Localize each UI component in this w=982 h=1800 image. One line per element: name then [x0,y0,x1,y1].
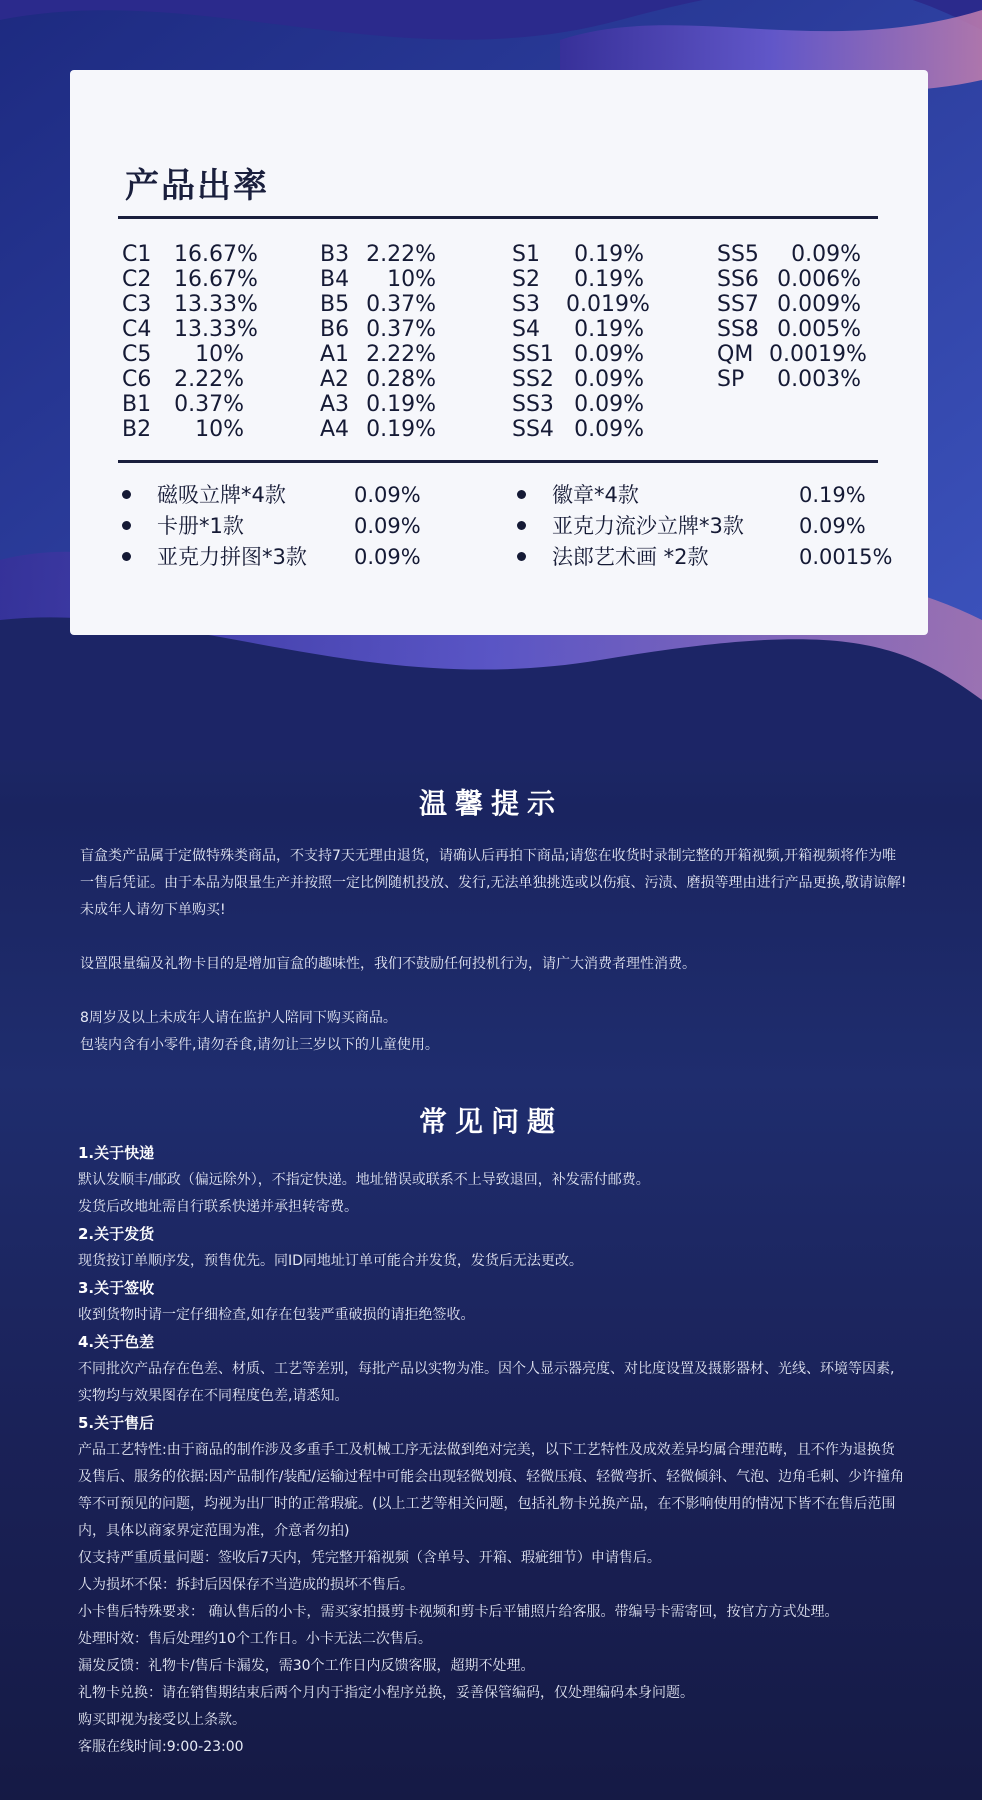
rate-code: B5 [320,292,350,317]
rate-row [320,417,436,442]
tips-paragraph: 8周岁及以上未成年人请在监护人陪同下购买商品。 [80,1010,397,1026]
rate-row [512,342,644,367]
rate-column-3 [512,242,650,442]
rate-code: C3 [122,292,152,317]
faq-title: 常见问题 [418,1105,563,1138]
faq-line: 礼物卡兑换：请在销售期结束后两个月内于指定小程序兑换，妥善保管编码，仅处理编码本身问题。 [78,1685,694,1701]
product-rate-card [70,70,928,635]
merch-row [122,511,482,542]
rate-code: C2 [122,267,152,292]
rate-column-1 [122,242,258,442]
rate-row [717,367,861,392]
merch-rate: 0.09% [354,483,421,507]
merch-row [517,542,897,573]
rate-row [122,317,258,342]
rate-code: C6 [122,367,152,392]
rate-row [320,242,436,267]
rate-row [512,367,644,392]
faq-line: 发货后改地址需自行联系快递并承担转寄费。 [78,1199,358,1215]
rate-code: SS7 [717,292,759,317]
bullet-icon [122,490,131,499]
tips-paragraph: 设置限量编及礼物卡目的是增加盲盒的趣味性，我们不鼓励任何投机行为，请广大消费者理性消费。 [80,956,696,972]
bullet-icon [517,552,526,561]
rate-value: 0.09% [574,392,644,417]
rate-code: S1 [512,242,540,267]
faq-line: 客服在线时间:9:00-23:00 [78,1739,244,1755]
faq-heading: 1.关于快递 [78,1144,155,1162]
rate-value: 0.003% [777,367,861,392]
rule-middle [118,460,878,463]
rate-code: S2 [512,267,540,292]
rate-value: 0.19% [574,267,644,292]
merch-rate: 0.09% [354,514,421,538]
merch-label: 法郎艺术画 *2款 [552,545,709,569]
rate-value: 0.37% [366,317,436,342]
rate-code: SS1 [512,342,554,367]
merch-row [517,511,897,542]
faq-line: 仅支持严重质量问题：签收后7天内，凭完整开箱视频（含单号、开箱、瑕疵细节）申请售后。 [78,1550,661,1566]
rate-row [122,242,258,267]
faq-heading: 4.关于色差 [78,1333,155,1351]
rate-code: SS4 [512,417,554,442]
rate-code: A3 [320,392,350,417]
faq-body [78,1140,908,1761]
rate-row [717,292,861,317]
rate-value: 0.0019% [769,342,867,367]
rate-value: 16.67% [174,267,258,292]
rate-value: 0.009% [777,292,861,317]
rate-value: 13.33% [174,317,258,342]
rate-value: 0.006% [777,267,861,292]
tips-title: 温馨提示 [418,787,563,820]
faq-line: 收到货物时请一定仔细检查,如存在包装严重破损的请拒绝签收。 [78,1307,475,1323]
rate-value: 0.19% [366,417,436,442]
rate-value: 0.19% [366,392,436,417]
faq-line: 默认发顺丰/邮政（偏远除外），不指定快递。地址错误或联系不上导致退回，补发需付邮费。 [78,1172,650,1188]
rate-row [320,342,436,367]
merch-label: 卡册*1款 [157,514,244,538]
rate-code: A4 [320,417,350,442]
rate-code: A2 [320,367,350,392]
rate-code: B1 [122,392,152,417]
rate-code: A1 [320,342,350,367]
faq-heading: 3.关于签收 [78,1279,155,1297]
faq-line: 处理时效：售后处理约10个工作日。小卡无法二次售后。 [78,1631,432,1647]
merch-rate: 0.09% [354,545,421,569]
rate-row [122,267,258,292]
rate-value: 10% [195,417,244,442]
rate-row [320,392,436,417]
tips-body [80,843,910,1059]
rate-row [717,342,867,367]
rate-code: S3 [512,292,540,317]
rate-value: 0.09% [791,242,861,267]
merch-column-1 [122,480,482,573]
rate-value: 0.09% [574,342,644,367]
bullet-icon [517,521,526,530]
rate-column-2 [320,242,436,442]
rate-code: B2 [122,417,152,442]
rate-row [512,317,644,342]
faq-heading: 5.关于售后 [78,1414,155,1432]
faq-line: 不同批次产品存在色差、材质、工艺等差别，每批产品以实物为准。因个人显示器亮度、对比度设置及摄影器材、光线、环境等因素,实物均与效果图存在不同程度色差,请悉知。 [78,1361,895,1404]
rate-code: B6 [320,317,350,342]
rate-row [320,317,436,342]
rate-row [320,267,436,292]
rate-value: 0.09% [574,367,644,392]
rate-value: 0.019% [566,292,650,317]
rate-value: 10% [195,342,244,367]
faq-line: 现货按订单顺序发，预售优先。同ID同地址订单可能合并发货，发货后无法更改。 [78,1253,583,1269]
rate-code: B4 [320,267,350,292]
bullet-icon [517,490,526,499]
rate-value: 16.67% [174,242,258,267]
rate-row [320,292,436,317]
rate-value: 2.22% [174,367,244,392]
rate-value: 0.37% [366,292,436,317]
tips-paragraph: 包装内含有小零件,请勿吞食,请勿让三岁以下的儿童使用。 [80,1037,439,1053]
merch-column-2 [517,480,897,573]
rate-row [717,317,861,342]
rule-top [118,216,878,219]
merch-label: 徽章*4款 [552,483,639,507]
bullet-icon [122,521,131,530]
rate-code: S4 [512,317,540,342]
rate-value: 2.22% [366,242,436,267]
rate-value: 0.37% [174,392,244,417]
rate-row [512,392,644,417]
rate-row [122,417,244,442]
rate-value: 0.28% [366,367,436,392]
rate-code: SP [717,367,745,392]
rate-row [122,392,244,417]
merch-rate: 0.09% [799,514,866,538]
rate-row [717,242,861,267]
rate-code: SS8 [717,317,759,342]
rate-code: SS6 [717,267,759,292]
merch-label: 磁吸立牌*4款 [157,483,286,507]
merch-row [122,542,482,573]
merch-row [517,480,897,511]
rate-row [320,367,436,392]
merch-label: 亚克力拼图*3款 [157,545,307,569]
rate-code: SS5 [717,242,759,267]
rate-row [512,417,644,442]
rate-code: SS2 [512,367,554,392]
faq-line: 购买即视为接受以上条款。 [78,1712,246,1728]
rate-row [122,342,244,367]
rate-value: 13.33% [174,292,258,317]
rate-row [122,367,244,392]
faq-line: 漏发反馈：礼物卡/售后卡漏发，需30个工作日内反馈客服，超期不处理。 [78,1658,535,1674]
rates-title: 产品出率 [125,166,269,206]
rate-value: 0.09% [574,417,644,442]
faq-line: 人为损坏不保：拆封后因保存不当造成的损坏不售后。 [78,1577,414,1593]
rate-code: SS3 [512,392,554,417]
rate-code: QM [717,342,754,367]
rate-code: C5 [122,342,152,367]
rate-code: C1 [122,242,152,267]
bullet-icon [122,552,131,561]
rate-column-4 [717,242,867,392]
rate-row [717,267,861,292]
rate-row [512,292,650,317]
rate-value: 0.19% [574,317,644,342]
rate-row [512,267,644,292]
faq-line: 产品工艺特性:由于商品的制作涉及多重手工及机械工序无法做到绝对完美，以下工艺特性及成效差异均属合理范畴，且不作为退换货及售后、服务的依据:因产品制作/装配/运输过程中可能会出现轻微划痕、轻微压痕、轻微弯折、轻微倾斜、气泡、边角毛刺、少许撞角等不可预见的问题，均视为出厂时的正常瑕疵。(以上工艺等相关问题，包括礼物卡兑换产品，在不影响使用的情况下皆不在售后范围内，具体以商家界定范围为准，介意者勿拍) [78,1442,905,1539]
merch-rate: 0.0015% [799,545,893,569]
merch-label: 亚克力流沙立牌*3款 [552,514,744,538]
rate-code: C4 [122,317,152,342]
tips-paragraph: 盲盒类产品属于定做特殊类商品，不支持7天无理由退货，请确认后再拍下商品;请您在收货时录制完整的开箱视频,开箱视频将作为唯一售后凭证。由于本品为限量生产并按照一定比例随机投放、发行,无法单独挑选或以伤痕、污渍、磨损等理由进行产品更换,敬请谅解!未成年人请勿下单购买! [80,848,907,918]
merch-row [122,480,482,511]
faq-line: 小卡售后特殊要求： 确认售后的小卡，需买家拍摄剪卡视频和剪卡后平铺照片给客服。带编号卡需寄回，按官方方式处理。 [78,1604,839,1620]
rate-row [512,242,644,267]
rate-row [122,292,258,317]
rate-value: 0.19% [574,242,644,267]
faq-heading: 2.关于发货 [78,1225,155,1243]
rate-value: 0.005% [777,317,861,342]
rate-value: 2.22% [366,342,436,367]
rate-code: B3 [320,242,350,267]
merch-rate: 0.19% [799,483,866,507]
rate-value: 10% [387,267,436,292]
